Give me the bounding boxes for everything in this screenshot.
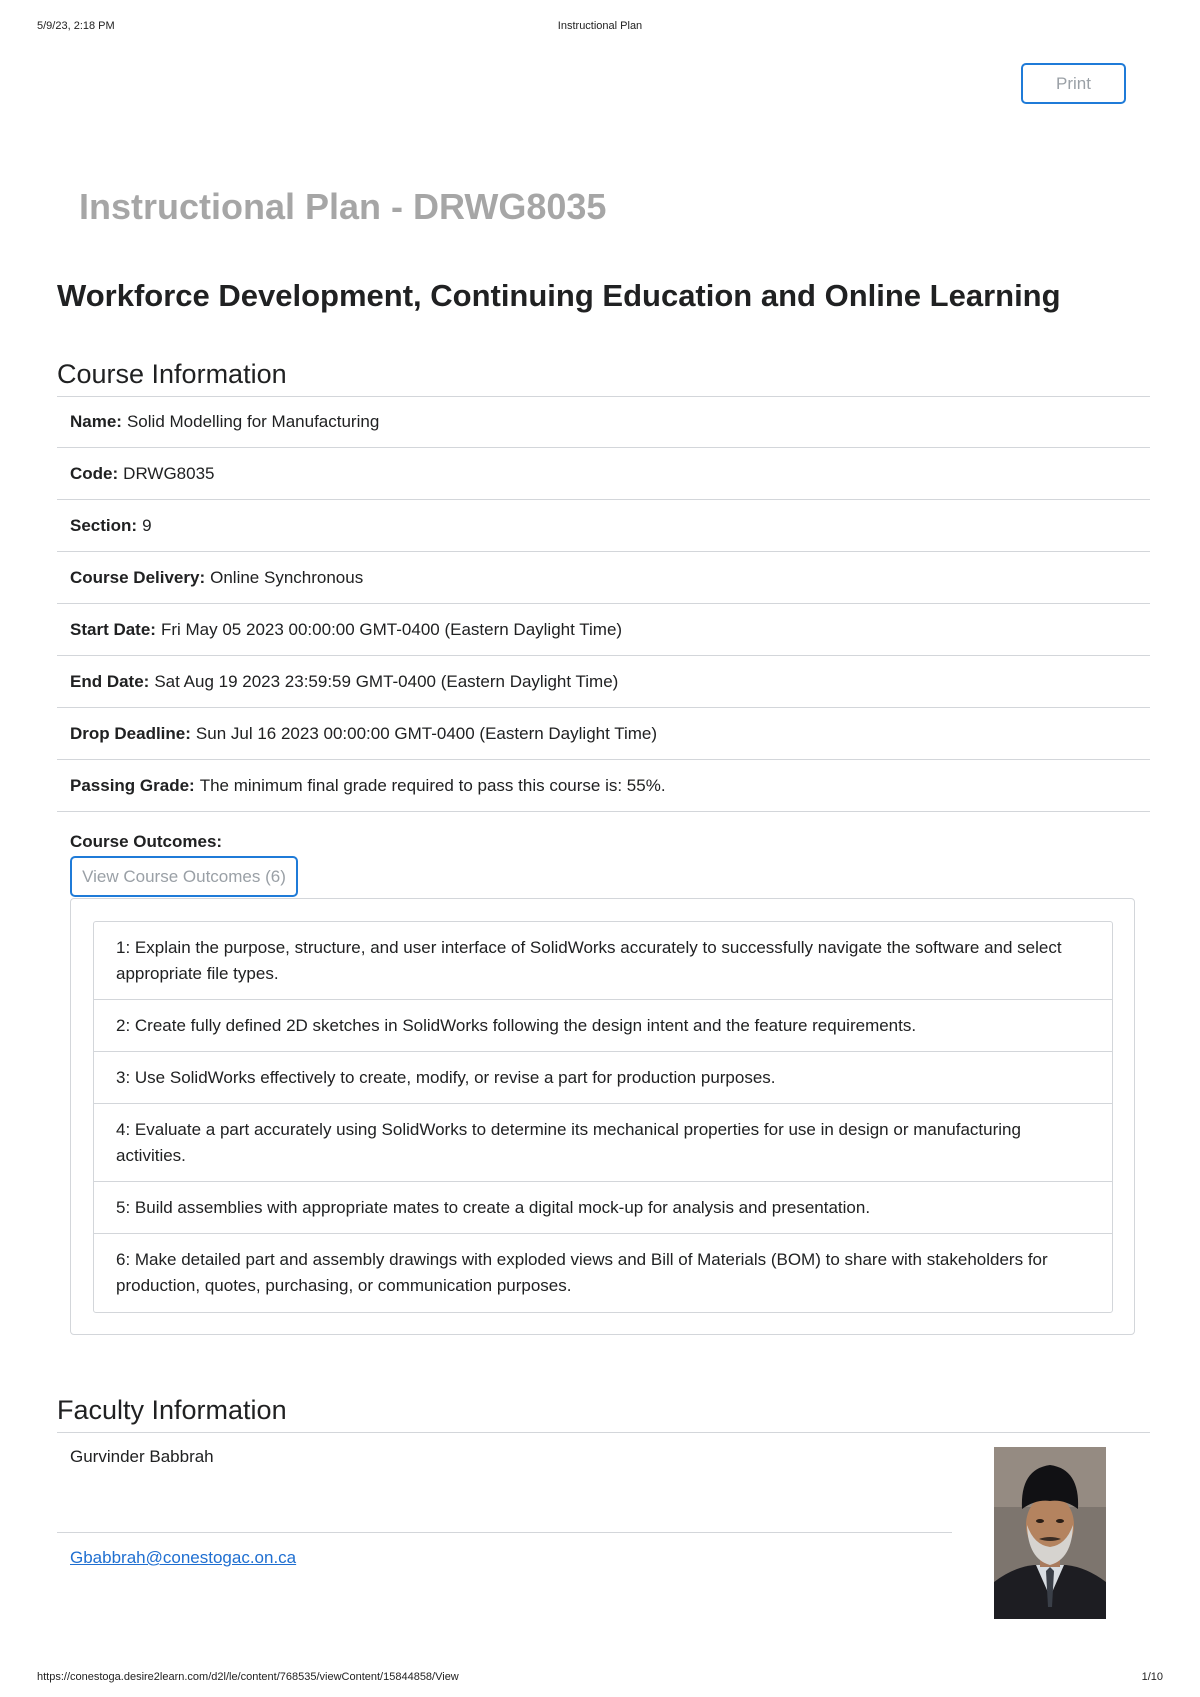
course-outcomes-label: Course Outcomes:: [70, 832, 223, 851]
list-item: [94, 1052, 1112, 1104]
department-title: Workforce Development, Continuing Education and Online Learning: [57, 278, 1061, 313]
info-value: Sun Jul 16 2023 00:00:00 GMT-0400 (Eastern Daylight Time): [195, 723, 658, 743]
outcome-text: 2: Create fully defined 2D sketches in SolidWorks following the design intent and the feature requirements.: [116, 1015, 917, 1035]
outcome-text: 6: Make detailed part and assembly drawings with exploded views and Bill of Materials (BOM) to share with stakeholders for production, quotes, purchasing, or communication purposes.: [116, 1250, 1048, 1295]
print-header: [37, 20, 1163, 36]
course-info-heading: Course Information: [57, 359, 287, 389]
info-row-drop-deadline: [57, 708, 1150, 760]
faculty-info-divider: [57, 1432, 1150, 1433]
info-row-code: [57, 448, 1150, 500]
list-item: [94, 1000, 1112, 1052]
info-value: 9: [142, 515, 152, 535]
print-datetime: 5/9/23, 2:18 PM: [37, 20, 115, 32]
info-row-section: [57, 500, 1150, 552]
print-page-number: 1/10: [1141, 1671, 1163, 1683]
faculty-photo-icon: [994, 1447, 1106, 1619]
print-url: https://conestoga.desire2learn.com/d2l/le/content/768535/viewContent/15844858/View: [37, 1671, 459, 1683]
info-row-delivery: [57, 552, 1150, 604]
info-value: Sat Aug 19 2023 23:59:59 GMT-0400 (Eastern Daylight Time): [154, 671, 619, 691]
info-value: Solid Modelling for Manufacturing: [126, 411, 380, 431]
info-row-passing-grade: [57, 760, 1150, 812]
info-label: Code:: [70, 463, 119, 483]
info-label: Start Date:: [70, 619, 156, 639]
list-item: [94, 1182, 1112, 1234]
course-outcomes-list: [93, 921, 1113, 1313]
course-outcomes-panel: [70, 898, 1135, 1335]
print-doc-title: Instructional Plan: [557, 20, 643, 32]
list-item: [94, 1234, 1112, 1312]
list-item: [94, 922, 1112, 1000]
info-value: The minimum final grade required to pass this course is: 55%.: [199, 775, 666, 795]
outcome-text: 1: Explain the purpose, structure, and user interface of SolidWorks accurately to successfully navigate the software and select appropriate file types.: [116, 937, 1062, 983]
info-label: Drop Deadline:: [70, 723, 191, 743]
info-label: End Date:: [70, 671, 150, 691]
list-item: [94, 1104, 1112, 1182]
info-label: Course Delivery:: [70, 567, 206, 587]
print-footer: [37, 1671, 1163, 1687]
faculty-divider: [57, 1532, 952, 1533]
outcome-text: 3: Use SolidWorks effectively to create, modify, or revise a part for production purposes.: [116, 1067, 776, 1087]
info-row-start-date: [57, 604, 1150, 656]
faculty-email-link[interactable]: Gbabbrah@conestogac.on.ca: [70, 1548, 297, 1567]
outcome-text: 4: Evaluate a part accurately using SolidWorks to determine its mechanical properties for use in design or manufacturing activities.: [116, 1119, 1021, 1165]
avatar: [994, 1447, 1106, 1619]
faculty-name: Gurvinder Babbrah: [70, 1447, 214, 1466]
info-label: Passing Grade:: [70, 775, 195, 795]
faculty-info-heading: Faculty Information: [57, 1395, 287, 1425]
course-info-list: [57, 396, 1150, 812]
info-value: DRWG8035: [123, 463, 215, 483]
info-label: Name:: [70, 411, 122, 431]
info-row-name: [57, 396, 1150, 448]
info-value: Online Synchronous: [210, 567, 364, 587]
print-button[interactable]: Print: [1021, 63, 1126, 104]
info-value: Fri May 05 2023 00:00:00 GMT-0400 (Eastern Daylight Time): [160, 619, 623, 639]
info-row-end-date: [57, 656, 1150, 708]
view-course-outcomes-button[interactable]: View Course Outcomes (6): [70, 856, 298, 897]
page-title: Instructional Plan - DRWG8035: [79, 186, 607, 227]
outcome-text: 5: Build assemblies with appropriate mates to create a digital mock-up for analysis and presentation.: [116, 1197, 871, 1217]
info-label: Section:: [70, 515, 138, 535]
